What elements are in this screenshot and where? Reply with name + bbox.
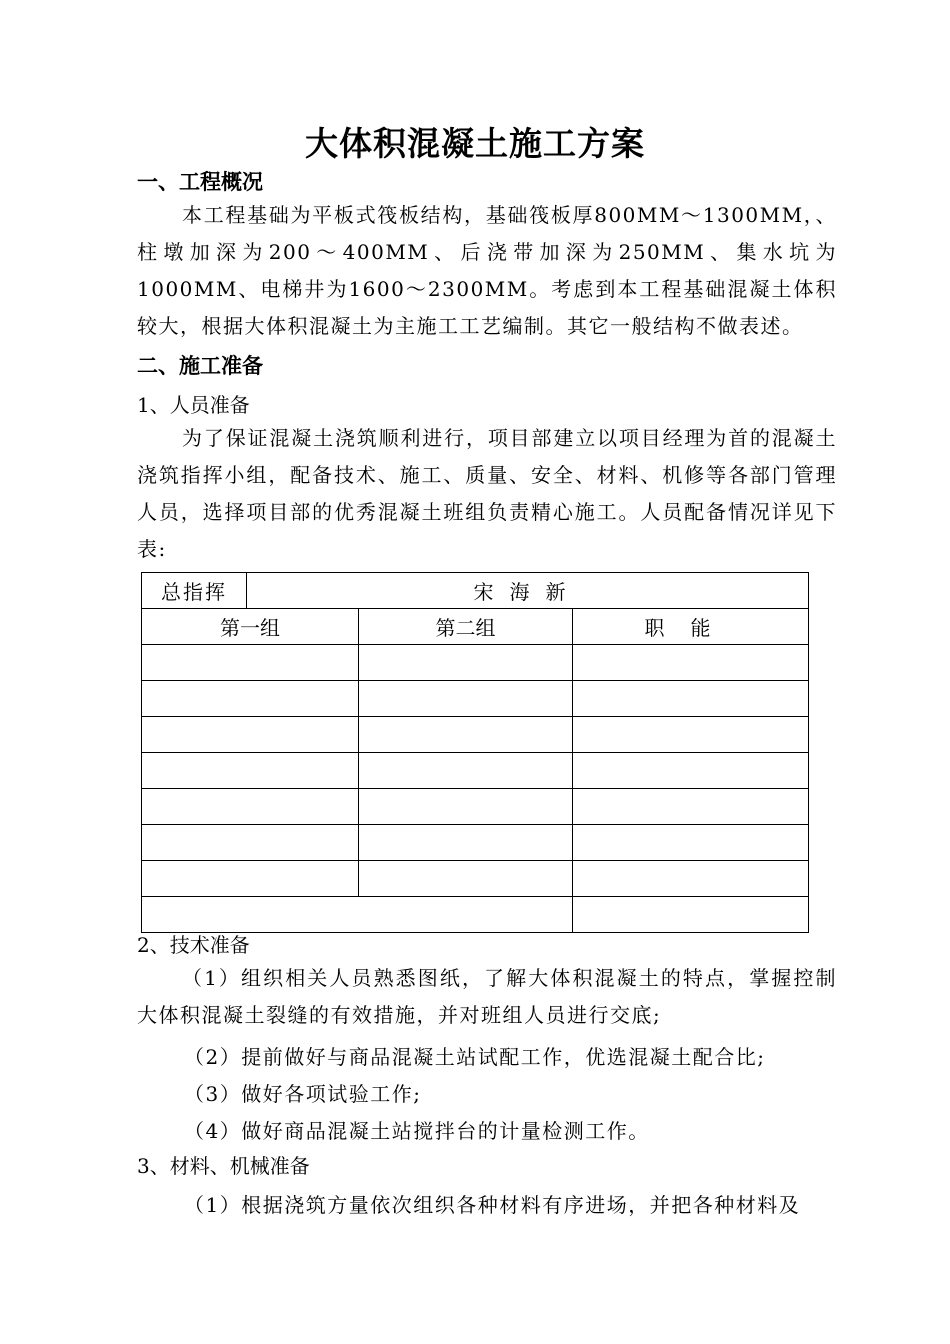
column-header-group-1: 第一组	[142, 609, 359, 645]
table-row	[142, 825, 809, 861]
table-row	[142, 573, 809, 609]
table-row	[142, 717, 809, 753]
table-cell	[359, 681, 573, 717]
table-cell	[359, 717, 573, 753]
table-cell	[142, 789, 359, 825]
section-2-2-item-1: （1）组织相关人员熟悉图纸，了解大体积混凝土的特点，掌握控制大体积混凝土裂缝的有效措施，并对班组人员进行交底;	[137, 966, 837, 1027]
table-cell	[573, 645, 809, 681]
table-cell	[359, 753, 573, 789]
table-row	[142, 645, 809, 681]
table-cell	[142, 897, 573, 933]
table-row	[142, 897, 809, 933]
section-2-2-heading: 2、技术准备	[137, 933, 250, 957]
section-1-paragraph: 本工程基础为平板式筏板结构，基础筏板厚800MM～1300MM，、柱墩加深为200～400MM、后浇带加深为250MM、集水坑为1000MM、电梯井为1600～2300MM。考虑到本工程基础混凝土体积较大，根据大体积混凝土为主施工工艺编制。其它一般结构不做表述。	[137, 203, 837, 338]
table-cell	[573, 789, 809, 825]
table-cell	[142, 645, 359, 681]
table-cell	[573, 753, 809, 789]
table-cell	[359, 825, 573, 861]
table-cell	[142, 717, 359, 753]
column-header-duty: 职能	[573, 609, 809, 645]
table-row	[142, 789, 809, 825]
table-cell	[573, 681, 809, 717]
commander-name: 宋海新	[247, 573, 809, 609]
table-row	[142, 861, 809, 897]
table-cell	[573, 717, 809, 753]
section-2-2-item-4: （4）做好商品混凝土站搅拌台的计量检测工作。	[184, 1119, 650, 1143]
section-2-1-paragraph: 为了保证混凝土浇筑顺利进行，项目部建立以项目经理为首的混凝土浇筑指挥小组，配备技术、施工、质量、安全、材料、机修等各部门管理人员，选择项目部的优秀混凝土班组负责精心施工。人员配备情况详见下表:	[137, 426, 837, 561]
commander-label: 总指挥	[142, 573, 247, 609]
section-2-2-item-2: （2）提前做好与商品混凝土站试配工作，优选混凝土配合比;	[184, 1045, 766, 1069]
staff-table	[141, 572, 809, 933]
table-cell	[142, 861, 359, 897]
table-cell	[573, 897, 809, 933]
table-cell	[359, 789, 573, 825]
table-cell	[359, 861, 573, 897]
section-2-2-item-3: （3）做好各项试验工作;	[184, 1082, 422, 1106]
table-cell	[142, 753, 359, 789]
section-1-heading: 一、工程概况	[137, 169, 263, 194]
table-cell	[359, 645, 573, 681]
table-row	[142, 681, 809, 717]
table-header-row	[142, 609, 809, 645]
section-2-heading: 二、施工准备	[137, 353, 263, 378]
table-cell	[142, 825, 359, 861]
table-row	[142, 753, 809, 789]
document-title: 大体积混凝土施工方案	[305, 124, 645, 163]
section-2-1-heading: 1、人员准备	[137, 393, 250, 417]
table-cell	[142, 681, 359, 717]
column-header-group-2: 第二组	[359, 609, 573, 645]
section-2-3-heading: 3、材料、机械准备	[137, 1154, 310, 1178]
table-cell	[573, 825, 809, 861]
section-2-3-item-1: （1）根据浇筑方量依次组织各种材料有序进场，并把各种材料及	[184, 1193, 801, 1217]
table-cell	[573, 861, 809, 897]
